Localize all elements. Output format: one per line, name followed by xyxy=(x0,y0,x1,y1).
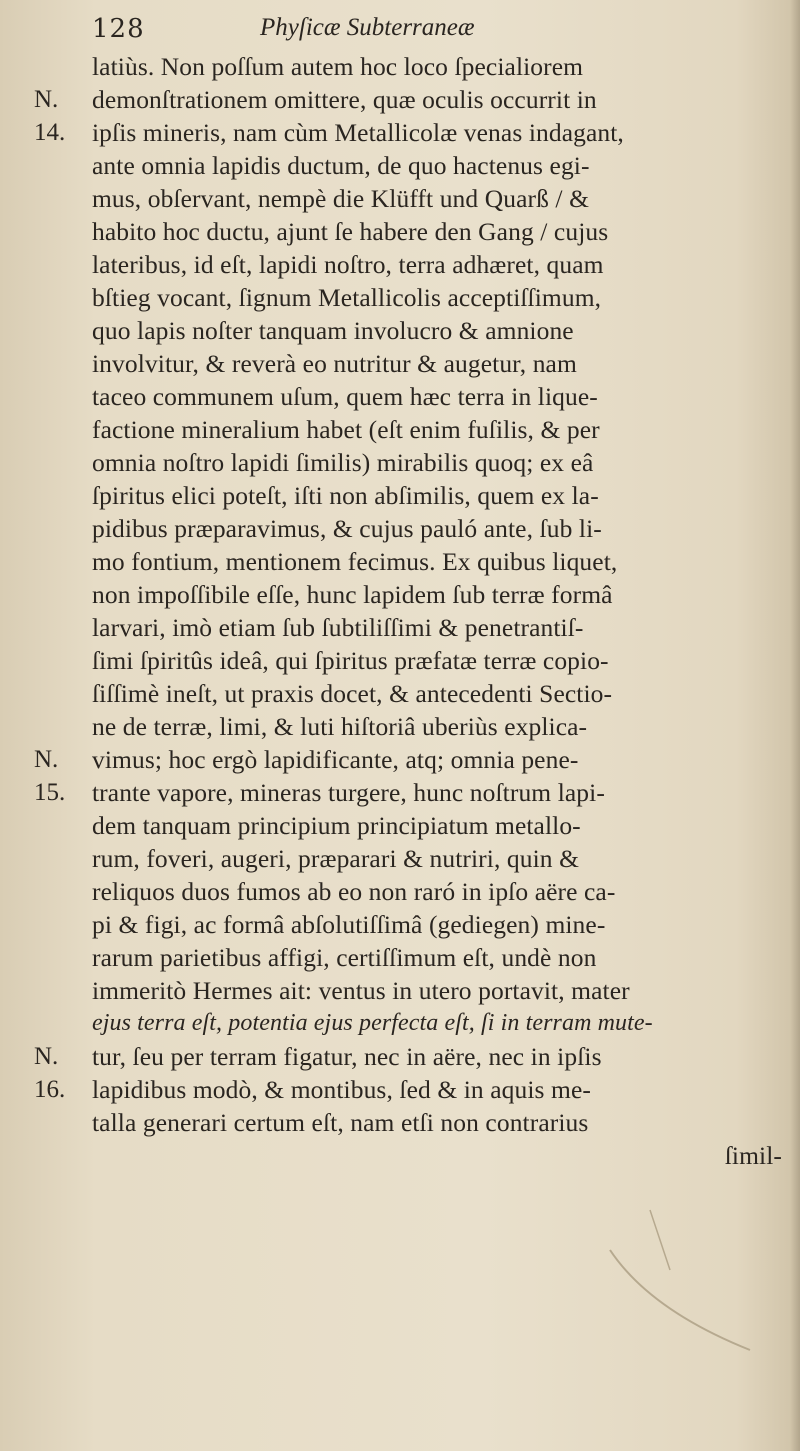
text-line: immeritò Hermes ait: ventus in utero portavit, mater xyxy=(92,976,630,1005)
margin-note: N. xyxy=(34,1043,59,1070)
text-line: ejus terra eſt, potentia ejus perfecta eſt, ſi in terram mute- xyxy=(92,1010,653,1036)
text-line: larvari, imò etiam ſub ſubtiliſſimi & penetrantiſ- xyxy=(92,613,584,642)
text-line: lateribus, id eſt, lapidi noſtro, terra adhæret, quam xyxy=(92,250,604,279)
text-line: ſpiritus elici poteſt, iſti non abſimilis, quem ex la- xyxy=(92,481,599,510)
text-line: vimus; hoc ergò lapidificante, atq; omnia pene- xyxy=(92,745,579,774)
text-line: habito hoc ductu, ajunt ſe habere den Gang / cujus xyxy=(92,217,609,246)
margin-notes xyxy=(0,0,80,1451)
text-line: mo fontium, mentionem fecimus. Ex quibus liquet, xyxy=(92,547,618,576)
text-line: pidibus præparavimus, & cujus pauló ante, ſub li- xyxy=(92,514,602,543)
text-line: quo lapis noſter tanquam involucro & amnione xyxy=(92,316,574,345)
text-line: ſimil- xyxy=(724,1141,782,1170)
page-number: 128 xyxy=(92,14,145,44)
text-line: pi & figi, ac formâ abſolutiſſimâ (gediegen) mine- xyxy=(92,910,606,939)
text-line: ſiſſimè ineſt, ut praxis docet, & antecedenti Sectio- xyxy=(92,679,613,708)
text-line: involvitur, & reverà eo nutritur & augetur, nam xyxy=(92,349,577,378)
text-line: latiùs. Non poſſum autem hoc loco ſpecialiorem xyxy=(92,52,584,81)
text-line: mus, obſervant, nempè die Klüfft und Quarß / & xyxy=(92,184,590,213)
text-line: taceo communem uſum, quem hæc terra in lique- xyxy=(92,382,598,411)
text-line: ſimi ſpiritûs ideâ, qui ſpiritus præfatæ terræ copio- xyxy=(92,646,609,675)
text-line: bſtieg vocant, ſignum Metallicolis acceptiſſimum, xyxy=(92,283,602,312)
text-line: omnia noſtro lapidi ſimilis) mirabilis quoq; ex eâ xyxy=(92,448,594,477)
margin-note: N. xyxy=(34,746,59,773)
text-line: lapidibus modò, & montibus, ſed & in aquis me- xyxy=(92,1075,591,1104)
running-head: Phyſicæ Subterraneæ xyxy=(260,14,475,41)
text-line: ne de terræ, limi, & luti hiſtoriâ uberiùs explica- xyxy=(92,712,588,741)
text-line: demonſtrationem omittere, quæ oculis occurrit in xyxy=(92,85,597,114)
text-line: rarum parietibus affigi, certiſſimum eſt, undè non xyxy=(92,943,597,972)
text-line: ante omnia lapidis ductum, de quo hactenus egi- xyxy=(92,151,590,180)
margin-note: 15. xyxy=(34,779,66,806)
text-line: tur, ſeu per terram figatur, nec in aëre, nec in ipſis xyxy=(92,1042,602,1071)
body-text xyxy=(92,50,792,1172)
text-line: factione mineralium habet (eſt enim fuſilis, & per xyxy=(92,415,600,444)
page-header xyxy=(0,12,800,48)
text-line: reliquos duos fumos ab eo non raró in ipſo aëre ca- xyxy=(92,877,616,906)
margin-note: N. xyxy=(34,86,59,113)
text-line: non impoſſibile eſſe, hunc lapidem ſub terræ formâ xyxy=(92,580,613,609)
text-line: trante vapore, mineras turgere, hunc noſtrum lapi- xyxy=(92,778,605,807)
margin-note: 16. xyxy=(34,1076,66,1103)
text-line: talla generari certum eſt, nam etſi non contrarius xyxy=(92,1108,589,1137)
margin-note: 14. xyxy=(34,119,66,146)
text-line: dem tanquam principium principiatum metallo- xyxy=(92,811,581,840)
text-line: ipſis mineris, nam cùm Metallicolæ venas indagant, xyxy=(92,118,624,147)
page-edge xyxy=(790,0,800,1451)
text-line: rum, foveri, augeri, præparari & nutriri, quin & xyxy=(92,844,580,873)
